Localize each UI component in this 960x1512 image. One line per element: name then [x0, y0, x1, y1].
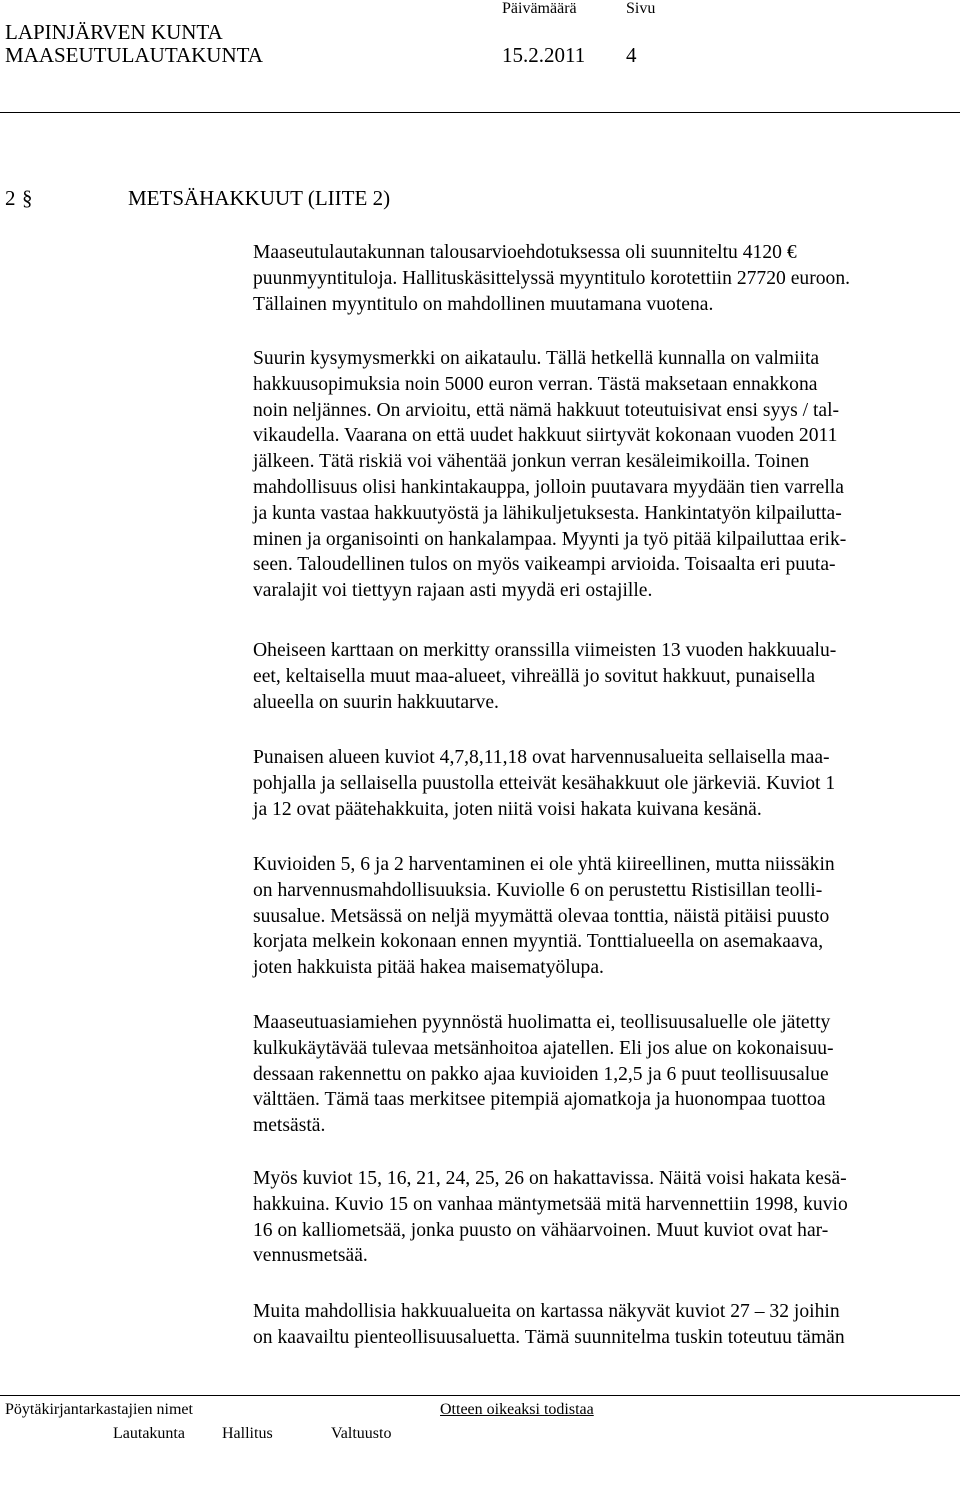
section-title: METSÄHAKKUUT (LIITE 2): [128, 186, 391, 210]
text-line: varalajit voi tiettyyn rajaan asti myydä eri ostajille.: [253, 580, 653, 602]
text-line: ja 12 ovat päätehakkuita, joten niitä voisi hakata kuivana kesänä.: [253, 798, 762, 820]
text-line: 16 on kalliometsää, jonka puusto on vähäarvoinen. Muut kuviot ovat har-: [253, 1219, 829, 1241]
text-line: ja kunta vastaa hakkuutyöstä ja lähikuljetuksesta. Hankintatyön kilpailutta-: [253, 502, 842, 524]
paragraph-schedule: [253, 346, 941, 604]
section-sign: §: [22, 186, 33, 210]
text-line: jälkeen. Tätä riskiä voi vähentää jonkun verran kesäleimikoilla. Toinen: [253, 451, 810, 473]
text-line: Muita mahdollisia hakkuualueita on kartassa näkyvät kuviot 27 – 32 joihin: [253, 1301, 840, 1322]
text-line: vikaudella. Vaarana on että uudet hakkuut siirtyvät kokonaan vuoden 2011: [253, 425, 838, 447]
text-line: korjata melkein kokonaan ennen myyntiä. Tonttialueella on asemakaava,: [253, 931, 824, 953]
committee-name: MAASEUTULAUTAKUNTA: [5, 43, 263, 67]
paragraph-budget: [253, 240, 941, 317]
text-line: pohjalla ja sellaisella puustolla etteivät kesähakkuut ole järkeviä. Kuviot 1: [253, 772, 836, 794]
inspectors-label: Pöytäkirjantarkastajien nimet: [5, 1401, 193, 1418]
text-line: alueella on suurin hakkuutarve.: [253, 691, 499, 713]
signature-field-valtuusto: Valtuusto: [331, 1425, 392, 1442]
text-line: Kuvioiden 5, 6 ja 2 harventaminen ei ole yhtä kiireellinen, mutta niissäkin: [253, 854, 835, 875]
date-value: 15.2.2011: [502, 43, 586, 67]
text-line: eet, keltaisella muut maa-alueet, vihreällä jo sovitut hakkuut, punaisella: [253, 665, 816, 687]
text-line: Myös kuviot 15, 16, 21, 24, 25, 26 on hakattavissa. Näitä voisi hakata kesä-: [253, 1168, 847, 1189]
text-line: suusalue. Metsässä on neljä myymättä olevaa tonttia, näistä pitäisi puusto: [253, 905, 830, 927]
page-number: 4: [626, 43, 637, 67]
text-line: kulkukäytävää tulevaa metsänhoitoa ajatellen. Eli jos alue on kokonaisuu-: [253, 1037, 834, 1059]
text-line: metsästä.: [253, 1115, 326, 1137]
text-line: seen. Taloudellinen tulos on myös vaikeampi arvioida. Toisaalta eri puuta-: [253, 554, 836, 576]
signature-field-lautakunta: Lautakunta: [113, 1425, 185, 1442]
text-line: joten hakkuista pitää hakea maisematyölupa.: [253, 957, 604, 979]
text-line: Suurin kysymysmerkki on aikataulu. Tällä hetkellä kunnalla on valmiita: [253, 348, 820, 369]
text-line: Maaseutuasiamiehen pyynnöstä huolimatta ei, teollisuusaluelle ole jätetty: [253, 1012, 831, 1033]
organization-name: LAPINJÄRVEN KUNTA: [5, 20, 223, 44]
signature-field-hallitus: Hallitus: [222, 1425, 273, 1442]
paragraph-other-areas: [253, 1299, 941, 1351]
paragraph-thinning: [253, 852, 941, 981]
page-label: Sivu: [626, 0, 656, 17]
section-number: 2: [5, 186, 16, 210]
text-line: on kaavailtu pienteollisuusaluetta. Tämä suunnitelma tuskin toteutuu tämän: [253, 1326, 845, 1348]
text-line: Maaseutulautakunnan talousarvioehdotuksessa oli suunniteltu 4120 €: [253, 242, 797, 263]
text-line: välttäen. Tämä taas merkitsee pitempiä ajomatkoja ja huonompaa tuottoa: [253, 1089, 826, 1111]
text-line: Punaisen alueen kuviot 4,7,8,11,18 ovat harvennusalueita sellaisella maa-: [253, 747, 830, 768]
text-line: minen ja organisointi on hankalampaa. Myynti ja työ pitää kilpailuttaa erik-: [253, 528, 847, 550]
paragraph-access-route: [253, 1010, 941, 1139]
footer-divider: [0, 1395, 960, 1396]
text-line: on harvennusmahdollisuuksia. Kuviolle 6 on perustettu Ristisillan teolli-: [253, 879, 823, 901]
text-line: mahdollisuus olisi hankintakauppa, jolloin puutavara myydään tien varrella: [253, 476, 844, 498]
header-divider: [0, 112, 960, 113]
text-line: noin neljännes. On arvioitu, että nämä hakkuut toteutuisivat ensi syys / tal-: [253, 399, 840, 421]
text-line: puunmyyntituloja. Hallituskäsittelyssä myyntitulo korotettiin 27720 euroon.: [253, 267, 851, 289]
text-line: vennusmetsää.: [253, 1245, 368, 1267]
text-line: hakkuina. Kuvio 15 on vanhaa mäntymetsää mitä harvennettiin 1998, kuvio: [253, 1193, 848, 1215]
paragraph-harvestable: [253, 1166, 941, 1269]
paragraph-map-legend: [253, 638, 941, 715]
text-line: Oheiseen karttaan on merkitty oranssilla viimeisten 13 vuoden hakkuualu-: [253, 640, 837, 661]
text-line: Tällainen myyntitulo on mahdollinen muutamana vuotena.: [253, 293, 714, 315]
certify-label: Otteen oikeaksi todistaa: [440, 1401, 594, 1418]
paragraph-red-area: [253, 745, 941, 822]
text-line: hakkuusopimuksia noin 5000 euron verran. Tästä maksetaan ennakkona: [253, 373, 818, 395]
date-label: Päivämäärä: [502, 0, 577, 17]
text-line: dessaan rakennettu on pakko ajaa kuvioiden 1,2,5 ja 6 puut teollisuusalue: [253, 1063, 829, 1085]
